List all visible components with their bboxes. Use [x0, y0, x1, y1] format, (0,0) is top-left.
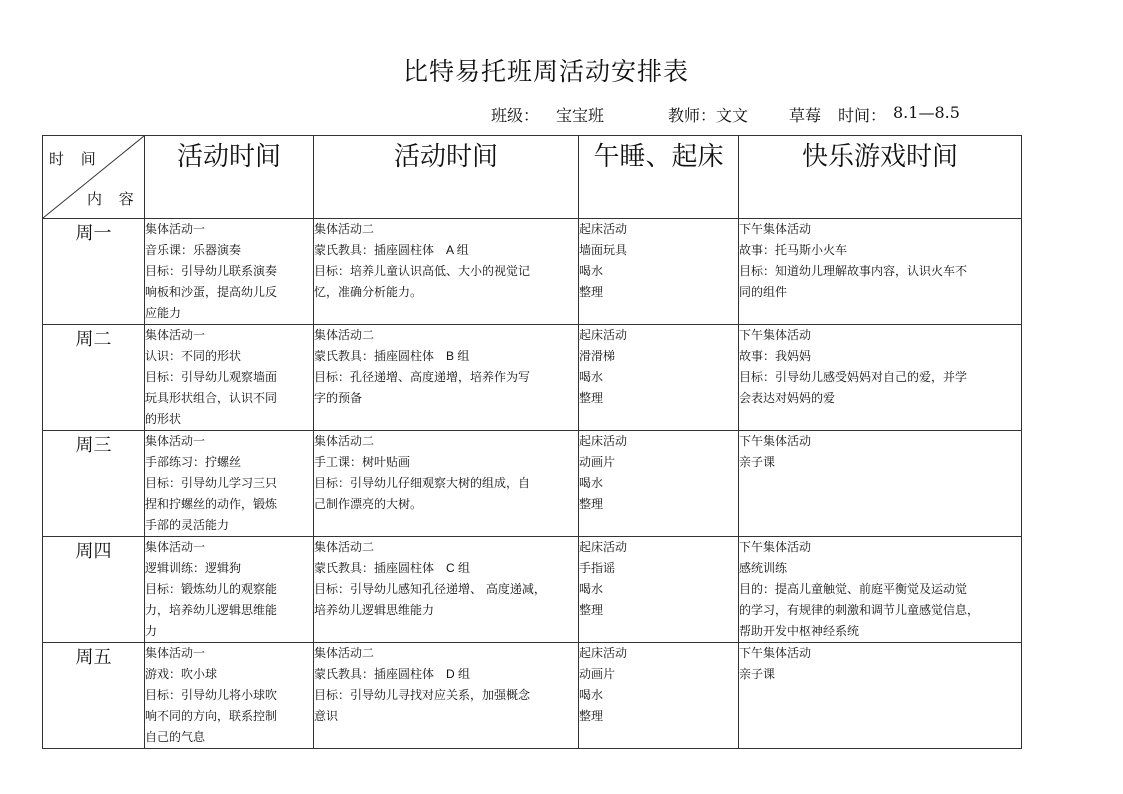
cell-line: 忆，准确分析能力。 [314, 285, 423, 299]
cell-line: 下午集体活动 [739, 328, 812, 342]
activity-cell [579, 643, 739, 749]
cell-line: 意识 [314, 709, 339, 723]
header-row [43, 136, 1022, 219]
cell-line: 下午集体活动 [739, 434, 812, 448]
group-label: D 组 [446, 667, 471, 681]
cell-line: 目标：引导幼儿寻找对应关系，加强概念 [314, 688, 531, 702]
cell-line: 喝水 [579, 264, 604, 278]
day-label: 周一 [43, 219, 145, 325]
material-text: 蒙氏教具：插座圆柱体 [314, 349, 435, 363]
cell-line: 目标：引导幼儿感知孔径递增、 高度递减， [314, 582, 546, 596]
cell-line: 集体活动二 [314, 646, 375, 660]
column-header: 快乐游戏时间 [739, 136, 1022, 219]
cell-line: 起床活动 [579, 328, 628, 342]
activity-cell [739, 643, 1022, 749]
cell-line: 帮助开发中枢神经系统 [739, 624, 860, 638]
activity-cell [314, 219, 579, 325]
day-label: 周四 [43, 537, 145, 643]
cell-line: 集体活动一 [145, 646, 206, 660]
cell-line: 手部的灵活能力 [145, 518, 230, 532]
cell-line: 滑滑梯 [579, 349, 616, 363]
time-value: 8.1—8.5 [893, 103, 960, 122]
cell-line: 目标：引导幼儿联系演奏 [145, 264, 278, 278]
corner-time-label: 时 间 [49, 150, 102, 168]
cell-line: 会表达对妈妈的爱 [739, 391, 836, 405]
activity-cell [579, 219, 739, 325]
activity-cell [145, 219, 314, 325]
activity-cell [145, 537, 314, 643]
cell-line: 整理 [579, 603, 604, 617]
cell-line: 目标：引导幼儿仔细观察大树的组成，自 [314, 476, 531, 490]
activity-cell [145, 325, 314, 431]
cell-line: 响板和沙蛋，提高幼儿反 [145, 285, 278, 299]
group-label: C 组 [446, 561, 471, 575]
cell-line: 起床活动 [579, 434, 628, 448]
activity-cell [739, 219, 1022, 325]
cell-line: 音乐课：乐器演奏 [145, 243, 242, 257]
cell-line: 的形状 [145, 412, 182, 426]
activity-cell [739, 537, 1022, 643]
cell-line: 字的预备 [314, 391, 363, 405]
material-text: 蒙氏教具：插座圆柱体 [314, 667, 435, 681]
cell-line: 下午集体活动 [739, 540, 812, 554]
cell-line: 整理 [579, 391, 604, 405]
activity-cell [314, 537, 579, 643]
table-row [43, 537, 1022, 643]
cell-line: 的学习，有规律的刺激和调节儿童感觉信息， [739, 603, 980, 617]
cell-line: 亲子课 [739, 667, 776, 681]
time-label: 时间： [838, 106, 887, 125]
material-text: 蒙氏教具：插座圆柱体 [314, 561, 435, 575]
cell-line: 整理 [579, 285, 604, 299]
activity-cell [314, 643, 579, 749]
cell-line: 起床活动 [579, 646, 628, 660]
cell-line: 亲子课 [739, 455, 776, 469]
cell-line: 自己的气息 [145, 730, 206, 744]
corner-content-label: 内 容 [87, 190, 140, 208]
cell-line: 培养幼儿逻辑思维能力 [314, 603, 435, 617]
teacher-second-name: 草莓 [789, 106, 822, 125]
class-label: 班级： [491, 106, 540, 125]
cell-line: 力 [145, 624, 158, 638]
cell-line: 整理 [579, 709, 604, 723]
activity-cell [579, 325, 739, 431]
cell-line: 集体活动二 [314, 540, 375, 554]
schedule-table [42, 135, 1022, 749]
cell-line: 集体活动二 [314, 434, 375, 448]
teacher-label: 教师：文文 [668, 106, 749, 125]
cell-line: 手工课：树叶贴画 [314, 455, 411, 469]
cell-line: 目标：孔径递增、高度递增，培养作为写 [314, 370, 531, 384]
activity-cell [579, 431, 739, 537]
activity-cell [739, 431, 1022, 537]
cell-line: 应能力 [145, 306, 182, 320]
cell-line: 故事：我妈妈 [739, 349, 812, 363]
cell-line: 逻辑训练：逻辑狗 [145, 561, 242, 575]
cell-line: 力，培养幼儿逻辑思维能 [145, 603, 278, 617]
cell-line: 集体活动一 [145, 434, 206, 448]
table-row [43, 431, 1022, 537]
activity-cell [579, 537, 739, 643]
cell-line: 喝水 [579, 582, 604, 596]
cell-line: 响不同的方向，联系控制 [145, 709, 278, 723]
group-label: A 组 [446, 243, 469, 257]
cell-line: 喝水 [579, 688, 604, 702]
cell-line: 喝水 [579, 370, 604, 384]
class-value: 宝宝班 [556, 106, 605, 125]
cell-line: 目标：引导幼儿将小球吹 [145, 688, 278, 702]
table-row [43, 219, 1022, 325]
table-row [43, 643, 1022, 749]
table-row [43, 325, 1022, 431]
corner-header [43, 136, 145, 219]
column-header: 活动时间 [314, 136, 579, 219]
cell-line: 目的：提高儿童触觉、前庭平衡觉及运动觉 [739, 582, 968, 596]
cell-line: 游戏：吹小球 [145, 667, 218, 681]
cell-line: 集体活动二 [314, 222, 375, 236]
cell-line: 玩具形状组合，认识不同 [145, 391, 278, 405]
cell-line: 动画片 [579, 455, 616, 469]
cell-line: 感统训练 [739, 561, 788, 575]
cell-line [314, 240, 578, 261]
cell-line: 下午集体活动 [739, 222, 812, 236]
cell-line: 动画片 [579, 667, 616, 681]
cell-line: 目标：引导幼儿感受妈妈对自己的爱，并学 [739, 370, 968, 384]
cell-line: 捏和拧螺丝的动作，锻炼 [145, 497, 278, 511]
cell-line: 认识：不同的形状 [145, 349, 242, 363]
cell-line: 己制作漂亮的大树。 [314, 497, 423, 511]
activity-cell [314, 325, 579, 431]
cell-line: 目标：培养儿童认识高低、大小的视觉记 [314, 264, 531, 278]
cell-line: 手指谣 [579, 561, 616, 575]
cell-line: 墙面玩具 [579, 243, 628, 257]
cell-line: 同的组件 [739, 285, 788, 299]
column-header: 活动时间 [145, 136, 314, 219]
cell-line: 起床活动 [579, 222, 628, 236]
material-text: 蒙氏教具：插座圆柱体 [314, 243, 435, 257]
activity-cell [314, 431, 579, 537]
activity-cell [145, 431, 314, 537]
activity-cell [145, 643, 314, 749]
cell-line: 目标：引导幼儿观察墙面 [145, 370, 278, 384]
activity-cell [739, 325, 1022, 431]
cell-line: 目标：锻炼幼儿的观察能 [145, 582, 278, 596]
group-label: B 组 [446, 349, 470, 363]
cell-line [314, 664, 578, 685]
cell-line: 集体活动一 [145, 328, 206, 342]
cell-line: 集体活动二 [314, 328, 375, 342]
cell-line [314, 346, 578, 367]
cell-line: 整理 [579, 497, 604, 511]
cell-line: 集体活动一 [145, 540, 206, 554]
day-label: 周二 [43, 325, 145, 431]
cell-line: 目标：引导幼儿学习三只 [145, 476, 278, 490]
cell-line: 集体活动一 [145, 222, 206, 236]
day-label: 周三 [43, 431, 145, 537]
cell-line: 故事：托马斯小火车 [739, 243, 848, 257]
cell-line [314, 558, 578, 579]
column-header: 午睡、起床 [579, 136, 739, 219]
day-label: 周五 [43, 643, 145, 749]
cell-line: 下午集体活动 [739, 646, 812, 660]
cell-line: 喝水 [579, 476, 604, 490]
cell-line: 起床活动 [579, 540, 628, 554]
page-title: 比特易托班周活动安排表 [402, 57, 689, 86]
cell-line: 目标：知道幼儿理解故事内容，认识火车不 [739, 264, 968, 278]
cell-line: 手部练习：拧螺丝 [145, 455, 242, 469]
